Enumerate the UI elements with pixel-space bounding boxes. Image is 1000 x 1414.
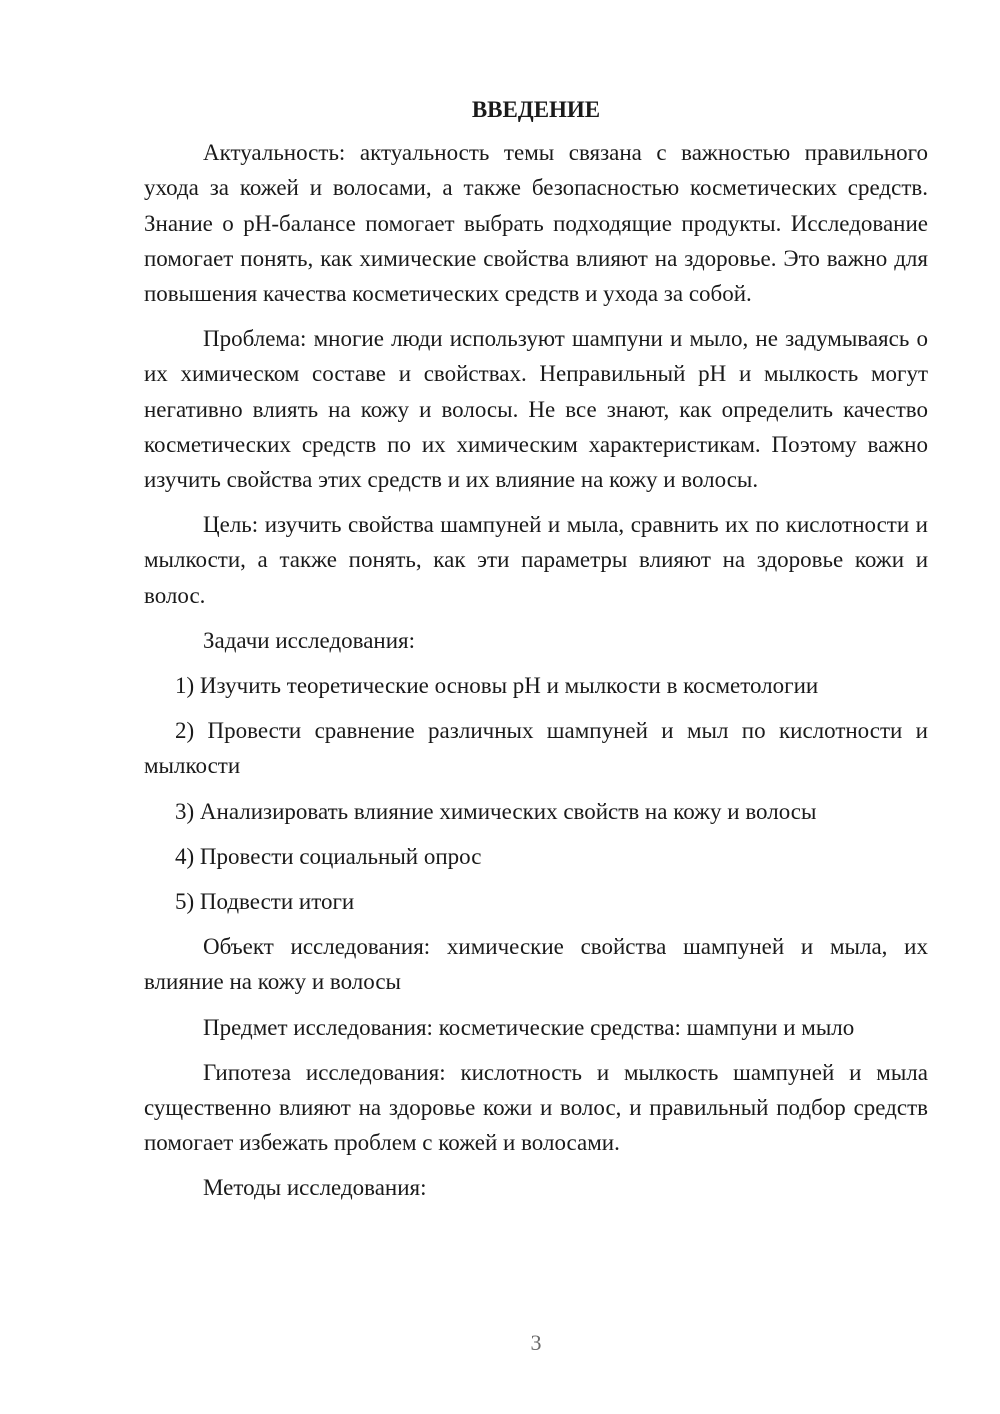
- task-item-4: 4) Провести социальный опрос: [175, 843, 482, 869]
- task-item-5: 5) Подвести итоги: [175, 889, 355, 915]
- object-paragraph: Объект исследования: химические свойства шампуней и мыла, их влияние на кожу и волосы: [144, 934, 928, 995]
- task-item-1: 1) Изучить теоретические основы pH и мылкости в косметологии: [175, 673, 819, 699]
- task-item-3: 3) Анализировать влияние химических свойств на кожу и волосы: [175, 798, 817, 824]
- document-body: [144, 92, 928, 1216]
- hypothesis-paragraph: Гипотеза исследования: кислотность и мылкость шампуней и мыла существенно влияют на здоровье кожи и волос, и правильный подбор средств помогает избежать проблем с кожей и волосами.: [144, 1059, 928, 1156]
- problem-paragraph: Проблема: многие люди используют шампуни и мыло, не задумываясь о их химическом составе и свойствах. Неправильный pH и мылкость могут негативно влиять на кожу и волосы. Не все знают, как определить качество косметических средств по их химическим характеристикам. Поэтому важно изучить свойства этих средств и их влияние на кожу и волосы.: [144, 326, 928, 493]
- section-title: ВВЕДЕНИЕ: [471, 97, 601, 122]
- page-number: 3: [530, 1330, 542, 1355]
- task-item-2: 2) Провести сравнение различных шампуней и мыл по кислотности и мылкости: [144, 718, 928, 779]
- relevance-paragraph: Актуальность: актуальность темы связана с важностью правильного ухода за кожей и волосами, а также безопасностью косметических средств. Знание о pH-балансе помогает выбрать подходящие продукты. Исследование помогает понять, как химические свойства влияют на здоровье. Это важно для повышения качества косметических средств и ухода за собой.: [144, 140, 928, 307]
- goal-paragraph: Цель: изучить свойства шампуней и мыла, сравнить их по кислотности и мылкости, а также понять, как эти параметры влияют на здоровье кожи и волос.: [144, 512, 928, 608]
- tasks-heading: Задачи исследования:: [203, 627, 416, 653]
- methods-paragraph: Методы исследования:: [203, 1175, 427, 1201]
- subject-paragraph: Предмет исследования: косметические средства: шампуни и мыло: [203, 1014, 855, 1040]
